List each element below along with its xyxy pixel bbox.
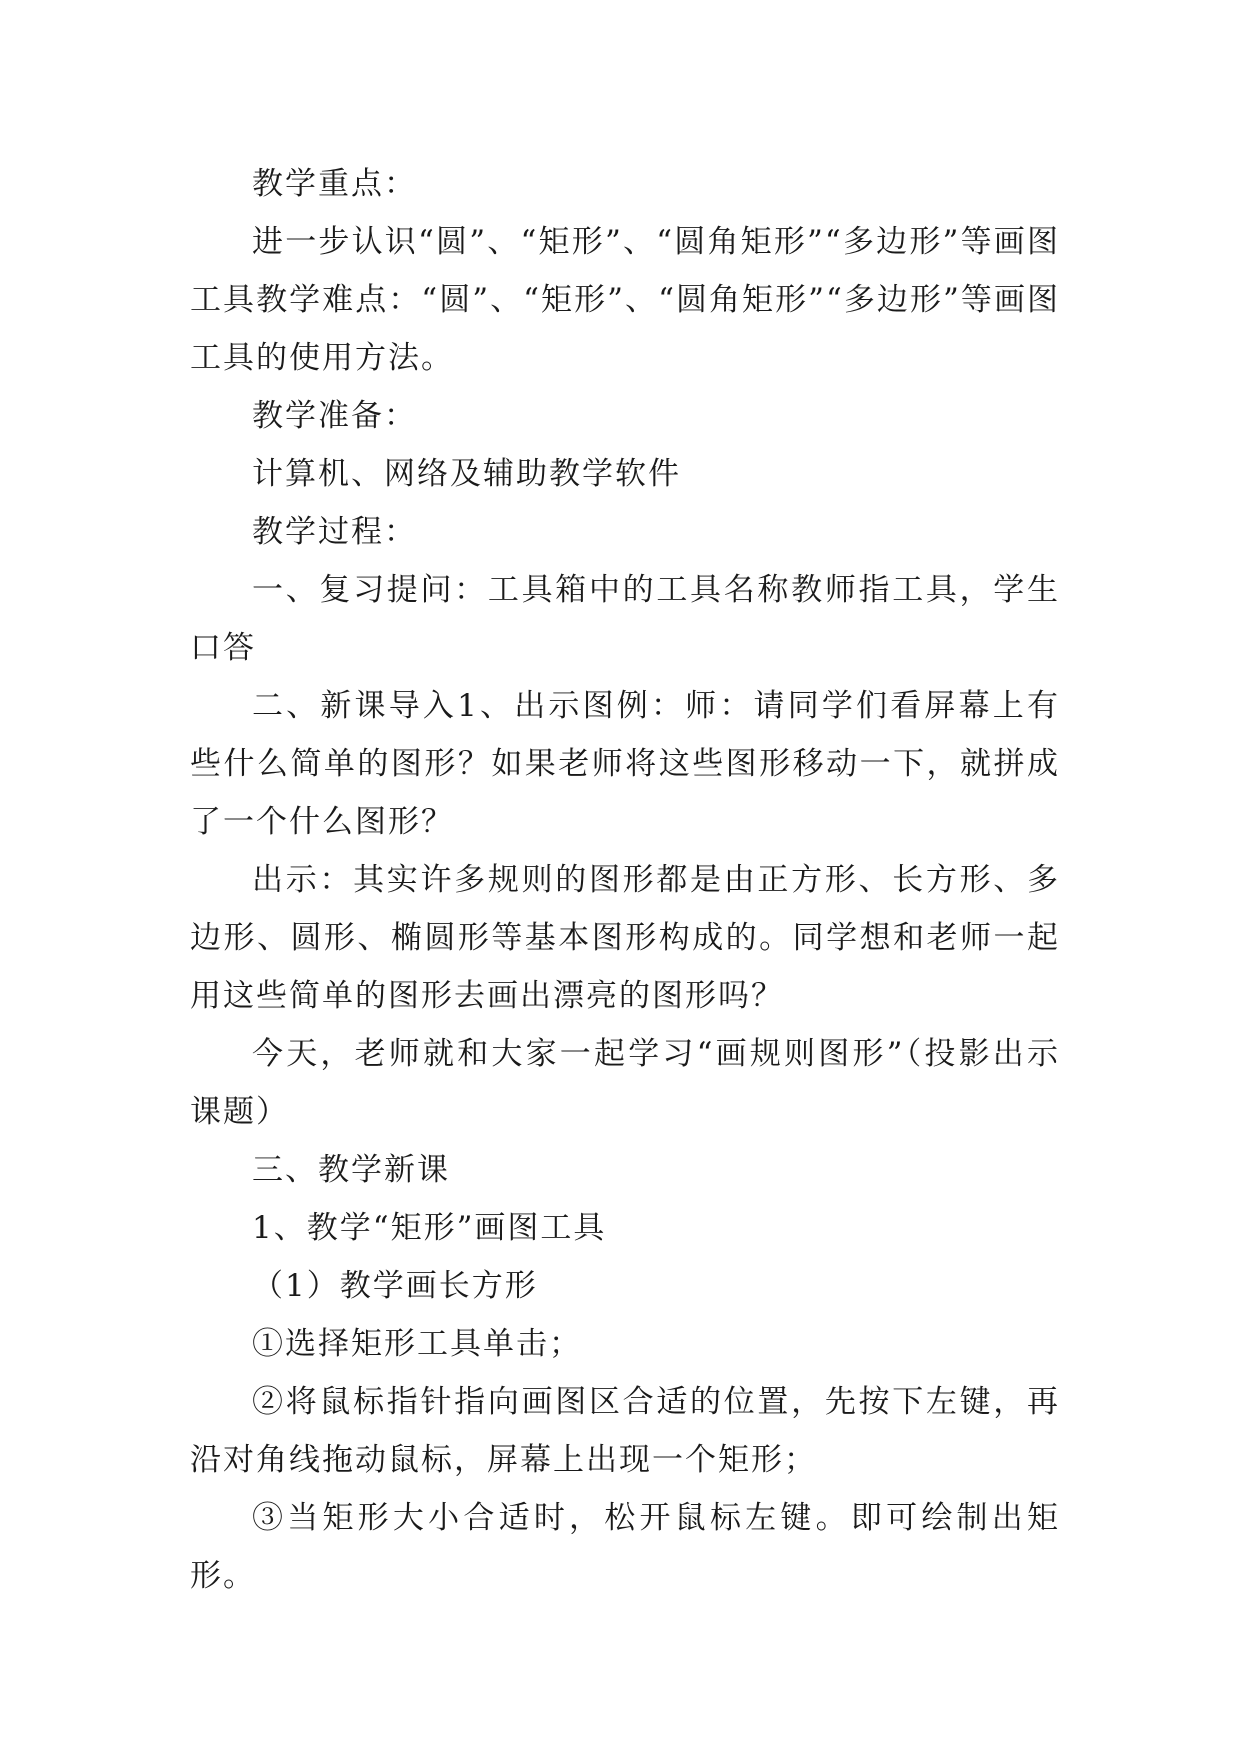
heading-key-points: 教学重点：: [252, 166, 417, 202]
step-2: ②将鼠标指针指向画图区合适的位置，先按下左键，再沿对角线拖动鼠标，屏幕上出现一个矩形；: [190, 1384, 1060, 1478]
paragraph-key-points: 进一步认识“圆”、“矩形”、“圆角矩形”“多边形”等画图工具教学难点：“圆”、“矩形”、“圆角矩形”“多边形”等画图工具的使用方法。: [190, 224, 1060, 376]
heading-new-lesson: 三、教学新课: [252, 1152, 450, 1188]
heading-rectangle-tool: 1、教学“矩形”画图工具: [252, 1210, 607, 1246]
heading-preparation: 教学准备：: [252, 398, 417, 434]
paragraph-today: 今天，老师就和大家一起学习“画规则图形”（投影出示课题）: [190, 1036, 1060, 1130]
heading-process: 教学过程：: [252, 514, 417, 550]
paragraph-introduction: 二、新课导入1、出示图例：师：请同学们看屏幕上有些什么简单的图形？如果老师将这些图形移动一下，就拼成了一个什么图形？: [190, 688, 1060, 840]
document-body: [190, 155, 1060, 1605]
paragraph-review: 一、复习提问：工具箱中的工具名称教师指工具，学生口答: [190, 572, 1060, 666]
subheading-draw-rectangle: （1）教学画长方形: [252, 1268, 538, 1304]
step-1: ①选择矩形工具单击；: [252, 1326, 582, 1362]
paragraph-preparation: 计算机、网络及辅助教学软件: [252, 456, 681, 492]
step-3: ③当矩形大小合适时，松开鼠标左键。即可绘制出矩形。: [190, 1500, 1060, 1594]
paragraph-demonstration: 出示：其实许多规则的图形都是由正方形、长方形、多边形、圆形、椭圆形等基本图形构成的。同学想和老师一起用这些简单的图形去画出漂亮的图形吗？: [190, 862, 1060, 1014]
